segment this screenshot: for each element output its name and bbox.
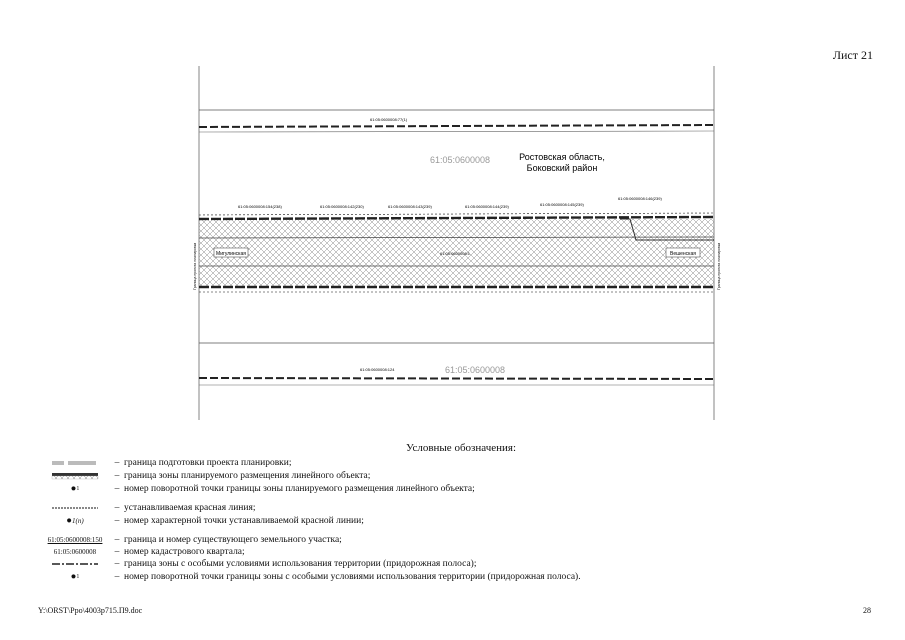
legend-title: Условные обозначения: xyxy=(406,442,517,454)
point-index: 1 xyxy=(76,574,80,580)
quarter-sample: 61:05:0600008 xyxy=(53,548,97,556)
file-path: Y:\ORST\Ppo\4003р715.П9.doc xyxy=(38,606,143,615)
cadastral-bottom: 61:05:0600008 xyxy=(444,365,506,375)
parcel-sample: 61:05:0600008:150 xyxy=(47,536,103,544)
side-right-label: Граница проекта планировки xyxy=(717,242,721,290)
region-label-line1: Ростовская область, xyxy=(519,152,605,162)
red-line-point-symbol xyxy=(40,515,110,527)
red-line-symbol xyxy=(40,502,110,514)
road-top-line-3 xyxy=(199,131,714,132)
legend-text: граница подготовки проекта планировки; xyxy=(124,458,292,468)
point-index: 1(n) xyxy=(72,517,84,525)
parcel-label-2: 61:05:0600008:143(239) xyxy=(388,204,432,209)
legend-dash: – xyxy=(114,458,120,468)
settlement-left: Мигулинская xyxy=(216,251,246,257)
legend-text: граница зоны планируемого размещения линейного объекта; xyxy=(124,471,371,481)
cadastral-quarter-symbol xyxy=(40,546,110,558)
legend-dash: – xyxy=(114,572,120,582)
point-index: 1 xyxy=(76,486,80,492)
turning-point-symbol xyxy=(40,483,110,495)
legend-item xyxy=(40,571,581,583)
legend-text: номер характерной точки устанавливаемой красной линии; xyxy=(124,516,364,526)
zone-top-boundary xyxy=(199,217,714,219)
dot-icon: ● xyxy=(66,516,73,526)
dot-icon: ● xyxy=(70,484,77,494)
cadastral-top: 61:05:0600008 xyxy=(429,155,491,165)
planning-boundary-symbol xyxy=(40,457,110,469)
legend-text: граница и номер существующего земельного участка; xyxy=(124,535,342,545)
region-label-line2: Боковский район xyxy=(526,163,598,173)
legend-dash: – xyxy=(114,471,120,481)
red-line-top xyxy=(199,213,714,215)
legend-item xyxy=(40,470,370,482)
parcel-label-4: 61:05:0600008:145(239) xyxy=(540,202,584,207)
road-bottom-line-2 xyxy=(199,378,714,379)
legend-text: номер кадастрового квартала; xyxy=(124,547,245,557)
legend-item xyxy=(40,558,476,570)
parcel-symbol xyxy=(40,534,110,546)
legend-item xyxy=(40,502,255,514)
legend-item xyxy=(40,457,292,469)
legend-text: номер поворотной точки границы зоны с особыми условиями использования территории (придорожная полоса). xyxy=(124,572,581,582)
legend-item xyxy=(40,483,475,495)
legend-item xyxy=(40,534,342,546)
legend-item xyxy=(40,546,245,558)
page-number: 28 xyxy=(863,606,871,615)
settlement-right: Вешенская xyxy=(670,251,696,257)
side-left-label: Граница проекта планировки xyxy=(193,242,197,290)
special-zone-symbol xyxy=(40,558,110,570)
parcel-label-1: 61:05:0600008:142(230) xyxy=(320,204,364,209)
linear-object-zone-symbol xyxy=(40,470,110,482)
parcel-label-3: 61:05:0600008:144(239) xyxy=(465,204,509,209)
legend-dash: – xyxy=(114,535,120,545)
parcel-label-5: 61:05:0600008:146(239) xyxy=(618,196,662,201)
special-zone-point-symbol xyxy=(40,571,110,583)
road-top-line-2 xyxy=(199,125,714,127)
sheet-label: Лист 21 xyxy=(832,48,873,62)
parcel-bottom-road: 61:05:0600008:124 xyxy=(360,367,395,372)
dot-icon: ● xyxy=(70,572,77,582)
parcel-top-road: 61:05:0600008:77(1) xyxy=(370,117,408,122)
legend-text: номер поворотной точки границы зоны планируемого размещения линейного объекта; xyxy=(124,484,475,494)
legend-text: устанавливаемая красная линия; xyxy=(124,503,256,513)
parcel-label-0: 61:05:0600008:154(238) xyxy=(238,204,282,209)
legend-item xyxy=(40,515,364,527)
legend-dash: – xyxy=(114,503,120,513)
legend-dash: – xyxy=(114,516,120,526)
legend-dash: – xyxy=(114,484,120,494)
legend-text: граница зоны с особыми условиями использования территории (придорожная полоса); xyxy=(124,559,477,569)
legend-dash: – xyxy=(114,547,120,557)
parcel-center: 61:05:0600008:1 xyxy=(440,251,471,256)
legend-dash: – xyxy=(114,559,120,569)
